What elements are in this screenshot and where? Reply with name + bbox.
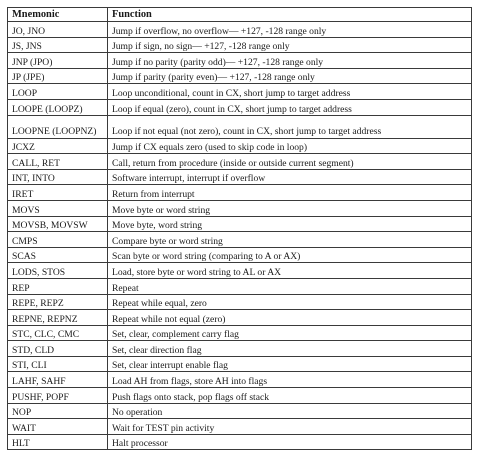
function-cell: Loop if equal (zero), count in CX, short jump to target address: [108, 99, 472, 115]
table-row: [8, 278, 472, 294]
mnemonic-cell: HLT: [8, 434, 108, 450]
mnemonic-cell: JNP (JPO): [8, 53, 108, 69]
table-row: [8, 419, 472, 435]
mnemonic-cell: WAIT: [8, 419, 108, 435]
function-cell: Jump if CX equals zero (used to skip code in loop): [108, 138, 472, 154]
function-cell: Wait for TEST pin activity: [108, 419, 472, 435]
mnemonic-cell: REPNE, REPNZ: [8, 310, 108, 326]
mnemonic-cell: IRET: [8, 185, 108, 201]
table-row: [8, 22, 472, 38]
function-cell: Jump if sign, no sign— +127, -128 range only: [108, 37, 472, 53]
table-row: [8, 169, 472, 185]
table-row: [8, 216, 472, 232]
column-header-function: Function: [108, 8, 472, 22]
mnemonic-cell: MOVSB, MOVSW: [8, 216, 108, 232]
table-row: [8, 403, 472, 419]
mnemonic-cell: STD, CLD: [8, 341, 108, 357]
table-row: [8, 388, 472, 404]
mnemonic-cell: JS, JNS: [8, 37, 108, 53]
mnemonic-cell: REP: [8, 278, 108, 294]
table-row: [8, 53, 472, 69]
table-row: [8, 356, 472, 372]
mnemonic-cell: INT, INTO: [8, 169, 108, 185]
table-row: [8, 37, 472, 53]
mnemonic-cell: LOOP: [8, 84, 108, 100]
table-row: [8, 247, 472, 263]
function-cell: Jump if parity (parity even)— +127, -128 range only: [108, 68, 472, 84]
mnemonic-cell: REPE, REPZ: [8, 294, 108, 310]
function-cell: Move byte, word string: [108, 216, 472, 232]
mnemonic-cell: SCAS: [8, 247, 108, 263]
instruction-table: [7, 7, 472, 450]
mnemonic-cell: JO, JNO: [8, 22, 108, 38]
table-row: [8, 84, 472, 100]
function-cell: Repeat: [108, 278, 472, 294]
function-cell: Move byte or word string: [108, 200, 472, 216]
table-row: [8, 115, 472, 138]
function-cell: Loop unconditional, count in CX, short jump to target address: [108, 84, 472, 100]
mnemonic-cell: LOOPE (LOOPZ): [8, 99, 108, 115]
table-row: [8, 325, 472, 341]
function-cell: Loop if not equal (not zero), count in CX, short jump to target address: [108, 115, 472, 138]
function-cell: Halt processor: [108, 434, 472, 450]
function-cell: Repeat while equal, zero: [108, 294, 472, 310]
mnemonic-cell: STC, CLC, CMC: [8, 325, 108, 341]
function-cell: Jump if no parity (parity odd)— +127, -128 range only: [108, 53, 472, 69]
function-cell: Return from interrupt: [108, 185, 472, 201]
mnemonic-cell: LOOPNE (LOOPNZ): [8, 115, 108, 138]
table-row: [8, 154, 472, 170]
table-row: [8, 99, 472, 115]
function-cell: Call, return from procedure (inside or outside current segment): [108, 154, 472, 170]
function-cell: Load AH from flags, store AH into flags: [108, 372, 472, 388]
mnemonic-cell: CMPS: [8, 232, 108, 248]
function-cell: Set, clear interrupt enable flag: [108, 356, 472, 372]
table-row: [8, 185, 472, 201]
table-body: [8, 22, 472, 450]
mnemonic-cell: NOP: [8, 403, 108, 419]
table-row: [8, 263, 472, 279]
function-cell: Compare byte or word string: [108, 232, 472, 248]
mnemonic-cell: STI, CLI: [8, 356, 108, 372]
table-header-row: [8, 8, 472, 22]
table-row: [8, 434, 472, 450]
function-cell: Scan byte or word string (comparing to A or AX): [108, 247, 472, 263]
mnemonic-cell: PUSHF, POPF: [8, 388, 108, 404]
mnemonic-cell: LAHF, SAHF: [8, 372, 108, 388]
function-cell: Jump if overflow, no overflow— +127, -128 range only: [108, 22, 472, 38]
mnemonic-cell: MOVS: [8, 200, 108, 216]
function-cell: Set, clear direction flag: [108, 341, 472, 357]
function-cell: Software interrupt, interrupt if overflow: [108, 169, 472, 185]
table-row: [8, 200, 472, 216]
table-row: [8, 310, 472, 326]
function-cell: Load, store byte or word string to AL or AX: [108, 263, 472, 279]
table-row: [8, 294, 472, 310]
table-row: [8, 138, 472, 154]
function-cell: Push flags onto stack, pop flags off stack: [108, 388, 472, 404]
table-row: [8, 232, 472, 248]
mnemonic-cell: JP (JPE): [8, 68, 108, 84]
mnemonic-cell: CALL, RET: [8, 154, 108, 170]
mnemonic-cell: LODS, STOS: [8, 263, 108, 279]
function-cell: No operation: [108, 403, 472, 419]
function-cell: Repeat while not equal (zero): [108, 310, 472, 326]
mnemonic-cell: JCXZ: [8, 138, 108, 154]
table-row: [8, 68, 472, 84]
table-row: [8, 372, 472, 388]
function-cell: Set, clear, complement carry flag: [108, 325, 472, 341]
column-header-mnemonic: Mnemonic: [8, 8, 108, 22]
table-row: [8, 341, 472, 357]
